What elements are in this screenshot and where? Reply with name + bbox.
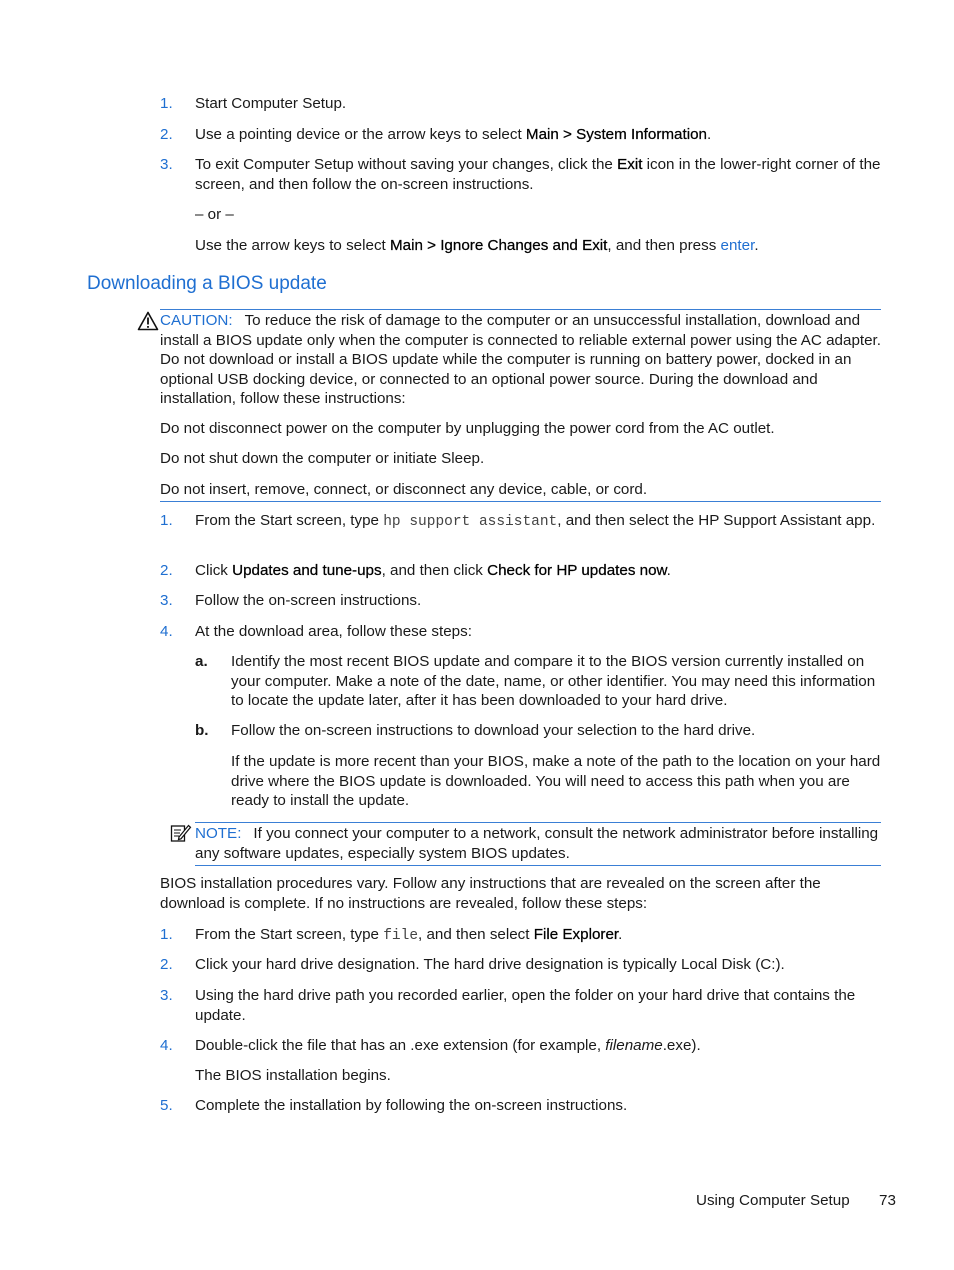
step-text: From the Start screen, type hp support assistant, and then select the HP Support Assistant app. [195,512,876,530]
step-number: 1. [160,95,173,112]
step-number: 3. [160,592,173,609]
step-number: 2. [160,562,173,579]
caution-paragraph: CAUTION: To reduce the risk of damage to the computer or an unsuccessful installation, download and install a BIOS update only when the computer is connected to reliable external power using the AC adapter. Do not download or install a BIOS update while the computer is running on battery power, docked in an optional USB docking device, or connected to an optional power source. During the download and installation, follow these instructions: [160,312,881,407]
warning-triangle-icon [137,311,159,337]
step-number: 4. [160,1037,173,1054]
step-number: 1. [160,926,173,943]
step-text: From the Start screen, type file, and then select File Explorer. [195,926,623,944]
step-text: Start Computer Setup. [195,95,347,112]
step-number: 2. [160,126,173,143]
step-text: Follow the on-screen instructions. [195,592,422,609]
footer-title: Using Computer Setup [696,1192,850,1209]
step-number: 2. [160,956,173,973]
note-bottom-rule [195,865,881,866]
step-text: Complete the installation by following the on-screen instructions. [195,1097,628,1114]
step-text: Double-click the file that has an .exe extension (for example, filename.exe). [195,1037,701,1054]
enter-key-link[interactable]: enter [720,237,755,254]
caution-label: CAUTION: [160,312,233,329]
alternative-step: Use the arrow keys to select Main > Ignore Changes and Exit, and then press enter. [195,237,759,254]
note-paragraph: NOTE: If you connect your computer to a network, consult the network administrator before installing any software updates, especially system BIOS updates. [195,825,879,862]
caution-bottom-rule [160,501,881,502]
caution-instruction: Do not shut down the computer or initiate Sleep. [160,450,485,467]
step-text: Click Updates and tune-ups, and then click Check for HP updates now. [195,562,671,579]
caution-top-rule [160,309,881,310]
step-number: 5. [160,1097,173,1114]
caution-instruction: Do not insert, remove, connect, or disconnect any device, cable, or cord. [160,481,648,498]
or-separator: – or – [195,206,234,223]
caution-instruction: Do not disconnect power on the computer by unplugging the power cord from the AC outlet. [160,420,775,437]
note-top-rule [195,822,881,823]
section-title: Downloading a BIOS update [87,273,327,294]
note-label: NOTE: [195,825,242,842]
substep-letter: b. [195,722,209,739]
bios-intro-paragraph: BIOS installation procedures vary. Follow any instructions that are revealed on the screen after the download is complete. If no instructions are revealed, follow these steps: [160,875,821,912]
step-text: At the download area, follow these steps: [195,623,472,640]
substep-text: Identify the most recent BIOS update and compare it to the BIOS version currently installed on your computer. Make a note of the date, name, or other identifier. You may need this information to locate the update later, after it has been downloaded to your hard drive. [231,653,876,709]
step-number: 3. [160,987,173,1004]
step-number: 3. [160,156,173,173]
step-number: 1. [160,512,173,529]
step-text: Using the hard drive path you recorded earlier, open the folder on your hard drive that contains the update. [195,987,856,1024]
substep-letter: a. [195,653,208,670]
note-pencil-icon [170,823,192,849]
install-begins-text: The BIOS installation begins. [195,1067,391,1084]
step-text: Click your hard drive designation. The hard drive designation is typically Local Disk (C:). [195,956,785,973]
substep-text: Follow the on-screen instructions to download your selection to the hard drive. [231,722,756,739]
page-number: 73 [879,1192,896,1209]
substep-note: If the update is more recent than your BIOS, make a note of the path to the location on your hard drive where the BIOS update is downloaded. You will need to access this path when you are ready to install the update. [231,753,881,809]
step-number: 4. [160,623,173,640]
step-text: To exit Computer Setup without saving your changes, click the Exit icon in the lower-right corner of the screen, and then follow the on-screen instructions. [195,156,881,193]
step-text: Use a pointing device or the arrow keys to select Main > System Information. [195,126,712,143]
